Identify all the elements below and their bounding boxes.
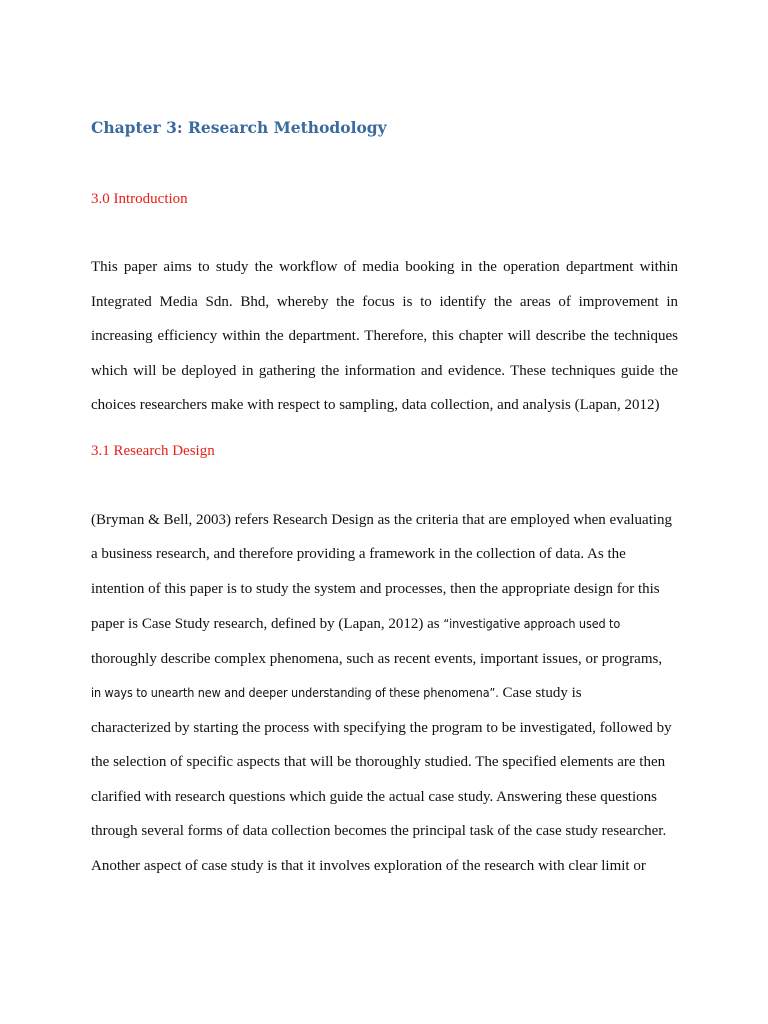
paragraph-line: a business research, and therefore providing a framework in the collection of data. As the [91, 546, 626, 562]
quotation-text: in ways to unearth new and deeper understanding of these phenomena”. [91, 685, 499, 700]
paragraph-line: Another aspect of case study is that it involves exploration of the research with clear limit or [91, 858, 646, 874]
quotation-text: “investigative approach used to [443, 616, 621, 631]
paragraph-line: This paper aims to study the workflow of media booking in the operation department within [91, 259, 678, 275]
paragraph-line: clarified with research questions which guide the actual case study. Answering these questions [91, 789, 657, 805]
paragraph-line: intention of this paper is to study the system and processes, then the appropriate design for this [91, 581, 660, 597]
paragraph-line: which will be deployed in gathering the information and evidence. These techniques guide the [91, 363, 678, 379]
paragraph-line: characterized by starting the process with specifying the program to be investigated, followed by [91, 720, 672, 736]
paragraph-line: Integrated Media Sdn. Bhd, whereby the focus is to identify the areas of improvement in [91, 294, 678, 310]
paragraph-line [91, 683, 678, 703]
paragraph-line: thoroughly describe complex phenomena, such as recent events, important issues, or programs, [91, 651, 663, 667]
paragraph-line [91, 614, 678, 634]
chapter-title: Chapter 3: Research Methodology [91, 118, 387, 137]
paragraph-line: choices researchers make with respect to sampling, data collection, and analysis (Lapan, 2012) [91, 397, 660, 413]
paragraph-line: increasing efficiency within the department. Therefore, this chapter will describe the techniques [91, 328, 678, 344]
section-heading-research-design: 3.1 Research Design [91, 443, 215, 459]
paragraph-line: through several forms of data collection becomes the principal task of the case study researcher. [91, 823, 667, 839]
paragraph-line: (Bryman & Bell, 2003) refers Research Design as the criteria that are employed when evaluating [91, 512, 673, 528]
paragraph-line: the selection of specific aspects that will be thoroughly studied. The specified elements are then [91, 754, 666, 770]
section-heading-introduction: 3.0 Introduction [91, 191, 188, 207]
paragraph-text: Case study is [498, 685, 582, 701]
paragraph-text: paper is Case Study research, defined by (Lapan, 2012) as [91, 616, 444, 632]
